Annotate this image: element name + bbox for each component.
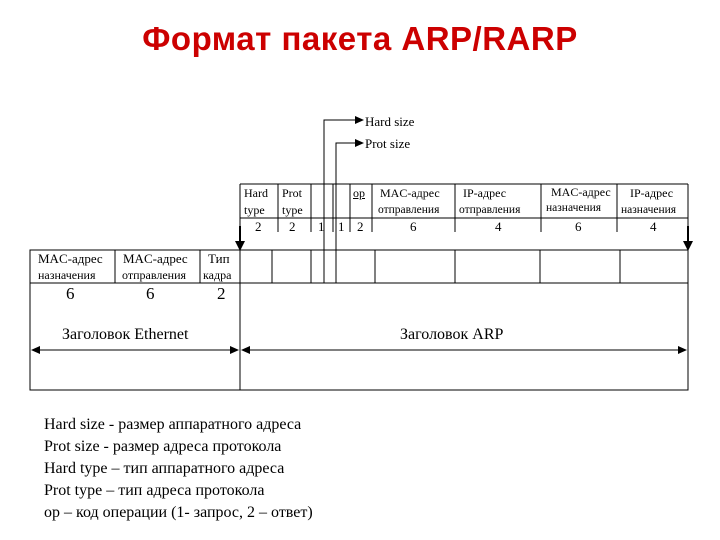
arp-mac-dst-label-2: назначения: [546, 202, 602, 214]
legend-line: Hard size - размер аппаратного адреса: [44, 416, 302, 433]
arp-header-label: Заголовок ARP: [400, 326, 504, 343]
eth-mac-src-label-2: отправления: [122, 268, 187, 282]
size-eth-mac-src: 6: [146, 284, 155, 303]
arp-ip-src-label-2: отправления: [459, 204, 521, 216]
size-arp-mac-dst: 6: [575, 219, 582, 234]
hard-type-label-2: type: [244, 203, 265, 217]
ethernet-left-arrowhead: [31, 346, 40, 354]
legend-line: op – код операции (1- запрос, 2 – ответ): [44, 504, 313, 521]
size-prot-size: 1: [338, 219, 345, 234]
eth-mac-dst-label-1: MAC-адрес: [38, 251, 103, 266]
size-prot-type: 2: [289, 219, 296, 234]
arp-right-arrowhead: [678, 346, 687, 354]
op-label: op: [353, 186, 365, 200]
page-title: Формат пакета ARP/RARP: [142, 20, 578, 57]
ethernet-right-arrowhead: [230, 346, 239, 354]
hard-type-label-1: Hard: [244, 186, 268, 200]
legend-line: Hard type – тип аппаратного адреса: [44, 460, 285, 477]
eth-mac-dst-label-2: назначения: [38, 268, 96, 282]
size-arp-ip-src: 4: [495, 219, 502, 234]
eth-frame-type-label-1: Тип: [208, 251, 230, 266]
arp-left-arrowhead: [241, 346, 250, 354]
arp-mac-src-label-2: отправления: [378, 204, 440, 216]
size-arp-mac-src: 6: [410, 219, 417, 234]
prot-type-label-2: type: [282, 203, 303, 217]
hard-size-label: Hard size: [365, 114, 415, 129]
legend-line: Prot type – тип адреса протокола: [44, 482, 265, 499]
size-hard-type: 2: [255, 219, 262, 234]
size-eth-mac-dst: 6: [66, 284, 75, 303]
arp-mac-dst-label-1: MAC-адрес: [551, 185, 611, 199]
legend: [44, 414, 313, 524]
prot-size-label: Prot size: [365, 136, 411, 151]
hard-size-arrowhead: [355, 116, 364, 124]
eth-frame-type-label-2: кадра: [203, 268, 232, 282]
arp-ip-src-label-1: IP-адрес: [463, 186, 507, 200]
legend-line: Prot size - размер адреса протокола: [44, 438, 282, 455]
arp-mac-src-label-1: MAC-адрес: [380, 186, 440, 200]
size-hard-size: 1: [318, 219, 325, 234]
ethernet-header-label: Заголовок Ethernet: [62, 326, 189, 343]
size-eth-frame-type: 2: [217, 284, 226, 303]
size-op: 2: [357, 219, 364, 234]
prot-size-arrowhead: [355, 139, 364, 147]
size-arp-ip-dst: 4: [650, 219, 657, 234]
eth-mac-src-label-1: MAC-адрес: [123, 251, 188, 266]
arp-ip-dst-label-2: назначения: [621, 204, 677, 216]
arp-ip-dst-label-1: IP-адрес: [630, 186, 674, 200]
prot-type-label-1: Prot: [282, 186, 303, 200]
